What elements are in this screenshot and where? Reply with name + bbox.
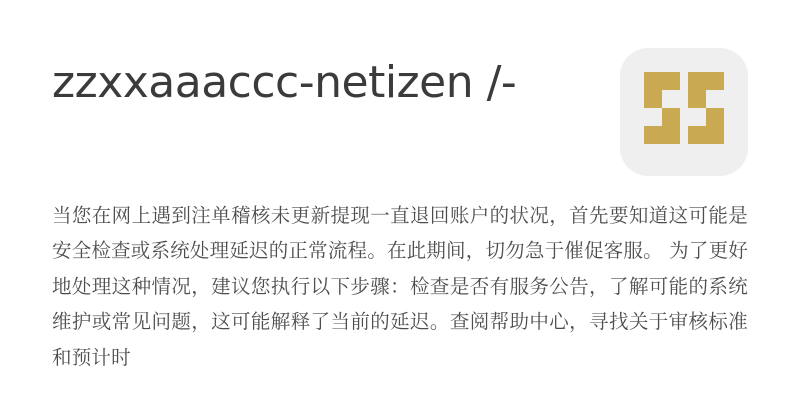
logo-wrap bbox=[620, 40, 748, 176]
article-body: 当您在网上遇到注单稽核未更新提现一直退回账户的状况，首先要知道这可能是安全检查或系统处理延迟的正常流程。在此期间，切勿急于催促客服。 为了更好地处理这种情况，建议您执行以下步骤：检查是否有服务公告，了解可能的系统维护或常见问题，这可能解释了当前的延迟。查阅帮助中心，寻找关于审核标准和预计时 bbox=[52, 204, 748, 369]
header-row bbox=[52, 40, 748, 176]
title-block bbox=[52, 40, 596, 107]
page-title: zzxxaaaccc-netizen /- bbox=[52, 57, 517, 108]
app-logo bbox=[620, 48, 748, 176]
pixel-blocks-icon bbox=[620, 48, 748, 176]
